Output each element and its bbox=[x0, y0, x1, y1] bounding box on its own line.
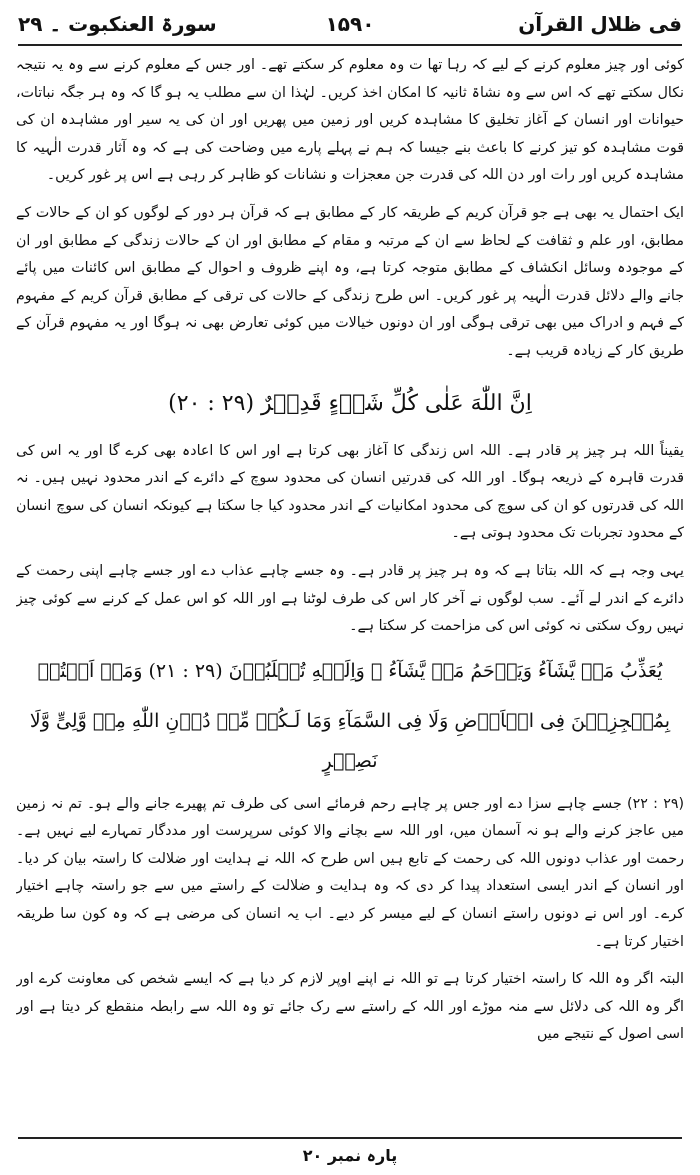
paragraph-1: کوئی اور چیز معلوم کرنے کے لیے کہ رہا تھا ت وہ معلوم کر سکتے تھے۔ اور جس کے معلوم کرنے سے وہ یہ نتیجہ نکال سکتے تھے کہ اس سے وہ نشاۃ ثانیہ کا امکان اخذ کریں۔ لہٰذا ان سے مطلب یہ ہو گا کہ وہ ہر جگہ نباتات، حیوانات اور انسان کے آغاز تخلیق کا مشاہدہ کریں اور زمین میں پھریں اور ان کی یہ سیر اور مشاہدہ ان کی قوت مشاہدہ کو تیز کرنے کا باعث بنے جیسا کہ ہم نے پہلے پارے میں وضاحت کی ہے کہ وہ آثار قدرت الٰہیہ کا مشاہدہ کریں اور رات اور دن اللہ کی قدرت جن معجزات و نشانات کو ظاہر کر رہی ہے اس پر غور کریں۔ bbox=[16, 57, 684, 184]
page-body bbox=[16, 52, 684, 1131]
juz-footer: پارہ نمبر ۲۰ bbox=[302, 1146, 398, 1165]
paragraph-3: یقیناً اللہ ہر چیز پر قادر ہے۔ اللہ اس زندگی کا آغاز بھی کرتا ہے اور اس کا اعادہ بھی کرے گا اور یہ اس کی قدرت قاہرہ کے ذریعہ ہوگا۔ اور اللہ کی قدرتیں انسان کی محدود سوچ کے دائرے کے اندر محدود نہیں ہیں۔ نہ اللہ کی قدرتوں کو ان کی سوچ کی محدود امکانیات کے اندر محدود کیا جا سکتا ہے کیونکہ انسان کی سوچ انسان کے محدود تجربات تک محدود ہوتی ہے۔ bbox=[16, 442, 684, 542]
quran-verse-2-line-1: يُعَذِّبُ مَنۡ يَّشَآءُ وَيَرۡحَمُ مَنۡ يَّشَآءُ‌ ۚ وَاِلَيۡهِ تُقۡلَبُوۡنَ (۲۹ : ۲۱) وَمَاۤ اَنۡتُمۡ bbox=[37, 659, 663, 682]
paragraph-6: البتہ اگر وہ اللہ کا راستہ اختیار کرتا ہے تو اللہ نے اپنے اوپر لازم کر دیا ہے کہ ایسے شخص کی معاونت کرے اور اگر وہ اللہ کی دلائل سے منہ موڑے اور اللہ کے راستے سے رک جائے تو وہ اللہ سے رابطہ منقطع کر دیتا ہے اور اسی اصول کے نتیجے میں bbox=[16, 971, 684, 1043]
footer-divider bbox=[18, 1137, 682, 1139]
page-header bbox=[18, 6, 682, 42]
surah-title: سورۃ العنکبوت ۔ ۲۹ bbox=[18, 12, 217, 36]
book-title: فی ظلال القرآن bbox=[518, 12, 682, 36]
page-number: ۱۵۹۰ bbox=[325, 12, 375, 36]
paragraph-2: ایک احتمال یہ بھی ہے جو قرآن کریم کے طریقہ کار کے مطابق ہے کہ قرآن ہر دور کے لوگوں کو ان کے حالات کے مطابق، اور علم و ثقافت کے لحاظ سے ان کے مرتبہ و مقام کے مطابق اور ان کے حالات زندگی کے مطابق اور ان کے موجودہ وسائل انکشاف کے مطابق متوجہ کرتا ہے، وہ اپنے ظروف و احوال کے مطابق اس کائنات میں پائے جانے والے دلائل قدرت الٰہیہ پر غور کریں۔ اس طرح زندگی کے حالات کی ترقی کے مطابق قرآن کریم کے مفہوم کے فہم و ادراک میں بھی ترقی ہوگی اور ان دونوں خیالات میں کوئی تعارض بھی نہ ہوگا اور یہ مفہوم قرآن کے طریق کار کے زیادہ قریب ہے۔ bbox=[16, 204, 684, 359]
quran-verse-2-line-2: بِمُعۡجِزِيۡنَ فِى الۡاَرۡضِ وَلَا فِى السَّمَآءِ‌ وَمَا لَـكُمۡ مِّنۡ دُوۡنِ اللّٰهِ مِنۡ وَّلِىٍّ وَّلَا نَصِيۡرٍ bbox=[29, 709, 671, 772]
paragraph-5: (۲۹ : ۲۲) جسے چاہے سزا دے اور جس پر چاہے رحم فرمائے اسی کی طرف تم پھیرے جانے والے ہو۔ تم نہ زمین میں عاجز کرنے والے ہو نہ آسمان میں، اور اللہ سے بچانے والا کوئی سرپرست اور مددگار تمہارے لیے نہیں ہے۔ رحمت اور عذاب دونوں اللہ کی رحمت کے تابع ہیں اس طرح کہ اللہ نے ہدایت اور ضلالت کا راستہ بیان کر دیا۔ اور انسان کے اندر ایسی استعداد پیدا کر دی کہ وہ ہدایت و ضلالت کے راستے میں سے جو راستہ چاہے اختیار کرے۔ اور اس نے دونوں راستے انسان کے لیے میسر کر دیے۔ اب یہ انسان کی مرضی ہے کہ وہ کون سا طریقہ اختیار کرتا ہے۔ bbox=[16, 795, 684, 950]
quran-verse-1: اِنَّ اللّٰهَ عَلٰى كُلِّ شَىۡءٍ قَدِيۡرٌ (۲۹ : ۲۰) bbox=[168, 390, 532, 416]
header-divider bbox=[18, 44, 682, 46]
paragraph-4: یہی وجہ ہے کہ اللہ بتاتا ہے کہ وہ ہر چیز پر قادر ہے۔ وہ جسے چاہے عذاب دے اور جسے چاہے اپنی رحمت کے دائرے کے اندر لے آئے۔ سب لوگوں نے آخر کار اس کی طرف لوٹنا ہے اور اللہ کو اس عمل کے کرنے سے کوئی چیز نہیں روک سکتی نہ کوئی اس کی مزاحمت کر سکتا ہے۔ bbox=[16, 562, 684, 635]
